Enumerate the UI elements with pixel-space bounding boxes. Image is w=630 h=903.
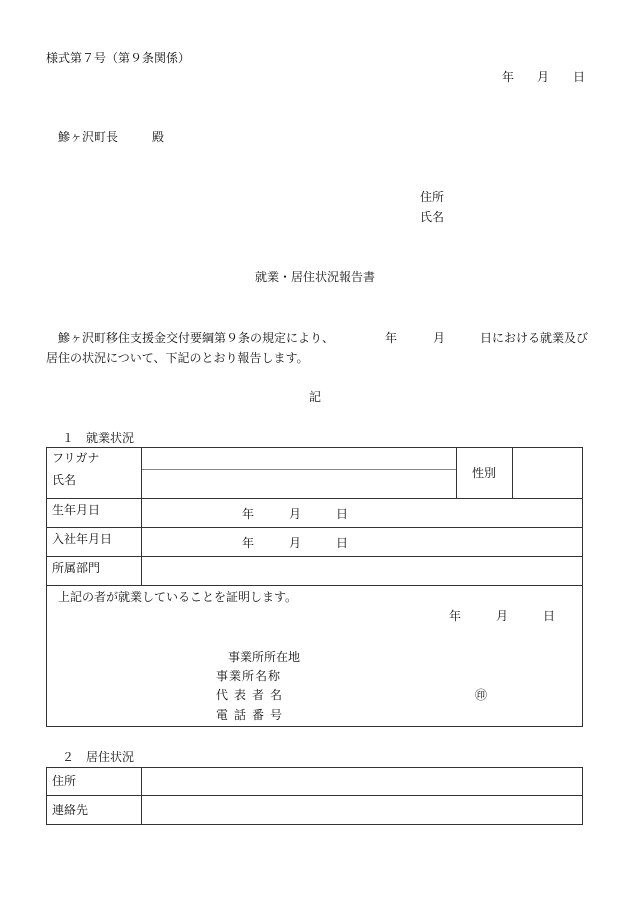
- furigana-label: フリガナ: [52, 451, 100, 465]
- hire-date-year: 年: [242, 536, 255, 550]
- seal-mark: ㊞: [475, 688, 488, 702]
- gender-label: 性別: [472, 466, 497, 480]
- form-number: 様式第７号（第９条関係）: [46, 51, 191, 65]
- representative-label: 代表者名: [216, 688, 289, 702]
- birthdate-month: 月: [289, 507, 302, 521]
- office-address-label: 事業所所在地: [228, 650, 301, 664]
- addressee-name: 鰺ヶ沢町長: [58, 130, 119, 144]
- header-date-month: 月: [537, 70, 550, 84]
- office-name-label: 事業所名称: [216, 669, 282, 683]
- contact-label: 連絡先: [52, 803, 89, 817]
- birthdate-day: 日: [336, 507, 349, 521]
- certification-text: 上記の者が就業していることを証明します。: [58, 590, 298, 604]
- body-line1-suffix: 日における就業及び: [480, 331, 589, 345]
- header-date-year: 年: [502, 70, 515, 84]
- hire-date-day: 日: [336, 536, 349, 550]
- cert-day: 日: [543, 609, 556, 623]
- document-title: 就業・居住状況報告書: [254, 270, 375, 284]
- cert-year: 年: [449, 609, 462, 623]
- header-date-day: 日: [573, 70, 586, 84]
- section1-heading: １ 就業状況: [62, 431, 135, 445]
- hire-date-month: 月: [289, 536, 302, 550]
- section2-heading: ２ 居住状況: [62, 750, 135, 764]
- body-line2: 居住の状況について、下記のとおり報告します。: [46, 351, 309, 365]
- ki-mark: 記: [308, 390, 321, 404]
- birthdate-label: 生年月日: [52, 503, 101, 517]
- applicant-name-label: 氏名: [420, 210, 445, 224]
- body-line1-prefix: 鰺ヶ沢町移住支援金交付要綱第９条の規定により、: [58, 331, 335, 345]
- phone-label: 電話番号: [216, 708, 289, 722]
- body-year: 年: [385, 331, 398, 345]
- birthdate-year: 年: [242, 507, 255, 521]
- applicant-address-label: 住所: [420, 190, 445, 204]
- residence-address-label: 住所: [52, 774, 77, 788]
- cert-month: 月: [496, 609, 509, 623]
- addressee-honorific: 殿: [152, 130, 165, 144]
- department-label: 所属部門: [52, 561, 101, 575]
- name-label: 氏名: [52, 473, 77, 487]
- hire-date-label: 入社年月日: [52, 532, 113, 546]
- body-month: 月: [433, 331, 446, 345]
